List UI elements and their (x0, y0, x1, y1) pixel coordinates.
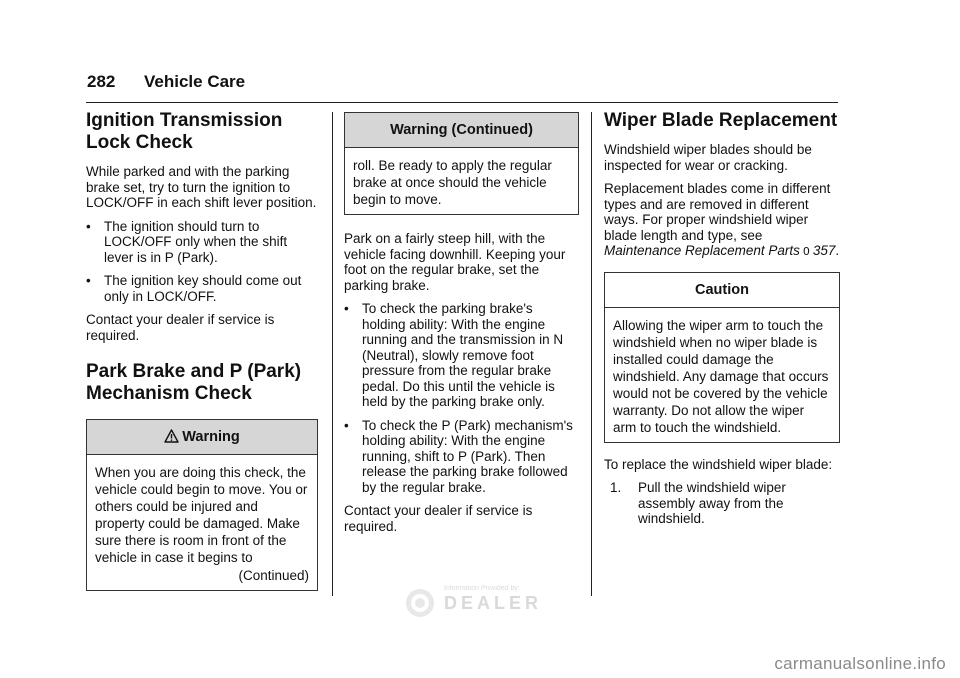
heading-park-brake-check: Park Brake and P (Park) Mechanism Check (86, 361, 302, 404)
bullet-item (86, 219, 318, 266)
dealer-watermark-logo (404, 585, 554, 621)
warning-continued-header: Warning (Continued) (345, 113, 578, 148)
bullet-symbol: • (344, 417, 349, 433)
caution-box (604, 272, 840, 443)
step-number: 1. (610, 480, 622, 495)
bullet-text: To check the parking brake's holding ability: With the engine running and the transmission in N (Neutral), slowly remove foot pressure from the regular brake pedal. Do this until the vehicle is held by the parking brake only. (362, 301, 564, 409)
warning-header (87, 420, 317, 455)
wiper-p2 (604, 181, 840, 260)
footer-site-name: carmanualsonline.info (774, 654, 946, 673)
watermark-brand: DEALER (444, 593, 543, 613)
warning-body (87, 455, 317, 590)
wiper-p2-text: Replacement blades come in different types and are removed in different ways. For proper windshield wiper blade length and type, see (604, 181, 831, 243)
caution-body: Allowing the wiper arm to touch the windshield when no wiper blade is installed could damage the windshield. Any damage that occurs would not be covered by the vehicle warranty. Do not allow the wiper arm to touch the windshield. (613, 317, 829, 435)
page-number: 282 (87, 72, 116, 91)
watermark-top-text: Information Provided by: (444, 585, 520, 592)
column-1 (86, 110, 318, 603)
park-brake-intro: Park on a fairly steep hill, with the vehicle facing downhill. Keeping your foot on the regular brake, set the parking brake. (344, 231, 566, 293)
caution-header: Caution (605, 273, 839, 308)
column-3 (604, 110, 840, 527)
column-2 (344, 112, 579, 542)
column-divider (332, 112, 333, 596)
bullet-symbol: • (86, 218, 91, 234)
heading-wiper-blade-replacement: Wiper Blade Replacement (604, 110, 838, 131)
maintenance-parts-link[interactable]: Maintenance Replacement Parts (604, 243, 800, 258)
warning-continued-body: roll. Be ready to apply the regular brake at once should the vehicle begin to move. (353, 158, 552, 207)
bullet-item (344, 418, 579, 496)
wiper-p1: Windshield wiper blades should be inspected for wear or cracking. (604, 142, 812, 173)
warning-continued-box (344, 112, 579, 215)
heading-ignition-lock-check: Ignition Transmission Lock Check (86, 110, 283, 153)
page-ref-number[interactable]: 357 (812, 243, 836, 258)
steps-list (604, 480, 840, 527)
park-brake-closing: Contact your dealer if service is required. (344, 503, 533, 534)
bullet-text: To check the P (Park) mechanism's holding ability: With the engine running, shift to P (Park). Then release the parking brake followed by the regular brake. (362, 417, 573, 495)
step-text: Pull the windshield wiper assembly away from the windshield. (638, 480, 786, 526)
bullet-item (86, 273, 318, 304)
bullet-text: The ignition key should come out only in LOCK/OFF. (104, 273, 302, 304)
bullet-text: The ignition should turn to LOCK/OFF only when the shift lever is in P (Park). (104, 218, 288, 265)
section-title: Vehicle Care (144, 72, 246, 91)
warning-box (86, 419, 318, 591)
page-ref-icon: 0 (802, 245, 810, 258)
warning-triangle-icon (164, 422, 179, 456)
wiper-p3: To replace the windshield wiper blade: (604, 456, 833, 472)
continued-label: (Continued) (238, 568, 309, 583)
bullet-symbol: • (86, 273, 91, 288)
bullet-symbol: • (344, 301, 349, 316)
ignition-closing: Contact your dealer if service is required. (86, 312, 275, 343)
wiper-p2-end: . (835, 243, 840, 258)
warning-title: Warning (182, 429, 240, 445)
ignition-intro: While parked and with the parking brake set, try to turn the ignition to LOCK/OFF in each shift lever position. (86, 164, 317, 210)
step-item (610, 480, 840, 527)
warning-text: When you are doing this check, the vehicle could begin to move. You or others could be injured and property could be damaged. Make sure there is room in front of the vehicle in case it begins to (95, 465, 308, 565)
page-header (86, 70, 838, 103)
column-divider (591, 112, 592, 596)
bullet-item (344, 301, 579, 410)
